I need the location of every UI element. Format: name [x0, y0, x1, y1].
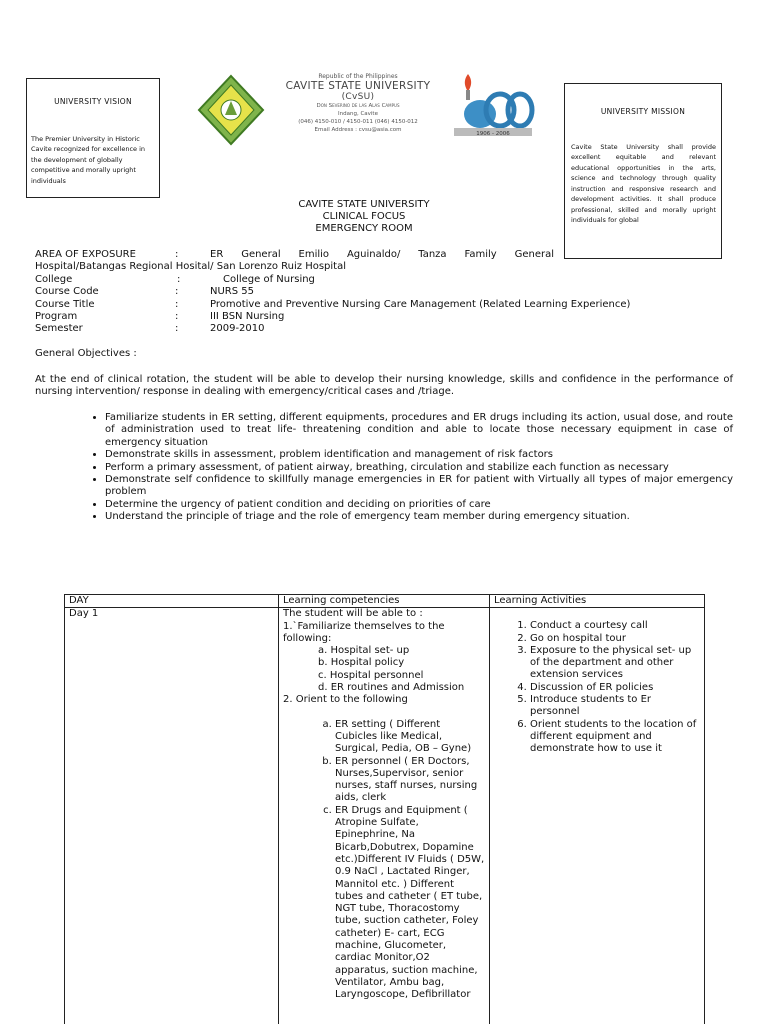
- header-day: DAY: [65, 595, 279, 608]
- course-title-row: [35, 299, 735, 311]
- objective-item: • Demonstrate skills in assessment, problem identification and management of risk factors: [105, 449, 733, 461]
- course-code-row: [35, 286, 735, 298]
- college-row: [35, 274, 735, 286]
- cvsu-seal-logo: [196, 73, 266, 147]
- activity-item: 6. Orient students to the location of different equipment and demonstrate how to use it: [530, 719, 700, 756]
- competency-1: 1.`Familiarize themselves to the following:: [283, 620, 445, 644]
- day-cell: Day 1: [65, 608, 279, 1024]
- objectives-intro: At the end of clinical rotation, the student will be able to develop their nursing knowledge, skills and confidence in the performance of nursing intervention/ response in dealing with emergency/critical cases and /triage.: [35, 374, 733, 398]
- table-row: [65, 608, 705, 1024]
- area-value: ER General Emilio Aguinaldo/ Tanza Family General: [210, 249, 554, 260]
- competency-1-item: d. ER routines and Admission: [318, 682, 465, 694]
- header-competencies: Learning competencies: [279, 595, 490, 608]
- mission-text: Cavite State University shall provide excellent equitable and relevant educational opportunities in the arts, science and technology through quality instruction and responsive research and development activities. It shall produce professional, skilled and morally upright individuals for global: [571, 142, 716, 224]
- objective-item: • Determine the urgency of patient condition and deciding on priorities of care: [105, 499, 733, 511]
- competency-1-item: c. Hospital personnel: [318, 669, 424, 681]
- objectives-heading: General Objectives :: [35, 348, 137, 359]
- university-vision-box: [26, 78, 160, 198]
- competency-intro: The student will be able to :: [283, 608, 423, 620]
- university-mission-box: [564, 83, 722, 259]
- document-title: [224, 199, 504, 235]
- activities-list: [494, 620, 700, 755]
- letterhead: [268, 73, 448, 134]
- course-code-value: NURS 55: [210, 286, 254, 298]
- letterhead-town: Indang, Cavite: [338, 111, 378, 117]
- letterhead-republic: Republic of the Philippines: [318, 73, 398, 80]
- letterhead-campus: Don Severino de las Alas Campus: [316, 103, 400, 109]
- area-colon: :: [175, 249, 179, 260]
- college-colon: :: [177, 273, 181, 285]
- activity-item: 4. Discussion of ER policies: [530, 682, 700, 694]
- letterhead-abbr: (CvSU): [341, 92, 375, 102]
- competency-2-item: b. ER personnel ( ER Doctors, Nurses,Supervisor, senior nurses, staff nurses, nursing aids, clerk: [335, 756, 485, 805]
- semester-value: 2009-2010: [210, 323, 265, 335]
- activity-item: 2. Go on hospital tour: [530, 633, 700, 645]
- college-label: College: [35, 273, 73, 285]
- objective-item: • Understand the principle of triage and the role of emergency team member during emergency situation.: [105, 511, 733, 523]
- program-value: III BSN Nursing: [210, 311, 285, 323]
- mission-title: UNIVERSITY MISSION: [600, 107, 686, 116]
- course-code-colon: :: [175, 286, 179, 298]
- title-line-3: EMERGENCY ROOM: [315, 223, 413, 234]
- college-value: College of Nursing: [223, 273, 315, 285]
- letterhead-university: CAVITE STATE UNIVERSITY: [285, 80, 431, 92]
- competency-1-item: b. Hospital policy: [318, 657, 405, 669]
- semester-row: [35, 323, 735, 335]
- vision-title: UNIVERSITY VISION: [54, 97, 132, 106]
- course-code-label: Course Code: [35, 286, 99, 298]
- objective-item: • Familiarize students in ER setting, different equipments, procedures and ER drugs including its action, usual dose, and route of administration used to treat life- threatening condition and able to locate those necessary equipment in case of emergency situation: [105, 412, 733, 449]
- course-title-value: Promotive and Preventive Nursing Care Management (Related Learning Experience): [210, 298, 631, 310]
- competency-1-list: [283, 645, 485, 694]
- objectives-list-container: [87, 412, 733, 524]
- program-row: [35, 311, 735, 323]
- centennial-logo: [450, 70, 536, 140]
- title-line-2: CLINICAL FOCUS: [322, 211, 406, 222]
- competency-2: 2. Orient to the following: [283, 694, 408, 706]
- course-info: [35, 249, 735, 336]
- program-colon: :: [175, 311, 179, 323]
- program-label: Program: [35, 311, 78, 323]
- area-label: AREA OF EXPOSURE: [35, 249, 136, 260]
- activity-item: 5. Introduce students to Er personnel: [530, 694, 700, 719]
- area-value-continued: Hospital/Batangas Regional Hosital/ San Lorenzo Ruiz Hospital: [35, 261, 347, 273]
- competency-1-item: a. Hospital set- up: [318, 645, 410, 657]
- competencies-cell: [279, 608, 490, 1024]
- letterhead-phones: (046) 4150-010 / 4150-011 (046) 4150-012: [298, 119, 418, 125]
- activity-item: 1. Conduct a courtesy call: [530, 620, 700, 632]
- objective-item: • Perform a primary assessment, of patient airway, breathing, circulation and stabilize each function as necessary: [105, 462, 733, 474]
- centennial-years: 1906 - 2006: [476, 131, 510, 137]
- learning-plan-table-container: [64, 594, 706, 1024]
- area-of-exposure-row: [35, 249, 554, 261]
- letterhead-email: Email Address : cvsu@asia.com: [314, 127, 402, 133]
- objectives-list: [87, 412, 733, 524]
- activities-cell: [490, 608, 705, 1024]
- semester-label: Semester: [35, 323, 83, 335]
- header-activities: Learning Activities: [490, 595, 705, 608]
- competency-2-item: c. ER Drugs and Equipment ( Atropine Sulfate, Epinephrine, Na Bicarb,Dobutrex, Dopamine etc.)Different IV Fluids ( D5W, 0.9 NaCl , Lactated Ringer, Mannitol etc. ) Different tubes and catheter ( ET tube, NGT tube, Thoracostomy tube, suction catheter, Foley catheter) E- cart, ECG machine, Glucometer, cardiac Monitor,O2 apparatus, suction machine, Ventilator, Ambu bag, Laryngoscope, Defibrillator: [335, 805, 485, 1002]
- vision-text: The Premier University in Historic Cavite recognized for excellence in the development of globally competitive and morally upright individuals: [31, 134, 146, 185]
- course-title-colon: :: [175, 298, 179, 310]
- table-header-row: [65, 595, 705, 608]
- title-line-1: CAVITE STATE UNIVERSITY: [298, 199, 430, 210]
- learning-plan-table: [64, 594, 705, 1024]
- competency-2-item: a. ER setting ( Different Cubicles like Medical, Surgical, Pedia, OB – Gyne): [335, 719, 485, 756]
- course-title-label: Course Title: [35, 298, 95, 310]
- semester-colon: :: [175, 323, 179, 335]
- objective-item: • Demonstrate self confidence to skillfully manage emergencies in ER for patient with Virtually all types of major emergency problem: [105, 474, 733, 499]
- activity-item: 3. Exposure to the physical set- up of the department and other extension services: [530, 645, 700, 682]
- competency-2-list: [283, 719, 485, 1002]
